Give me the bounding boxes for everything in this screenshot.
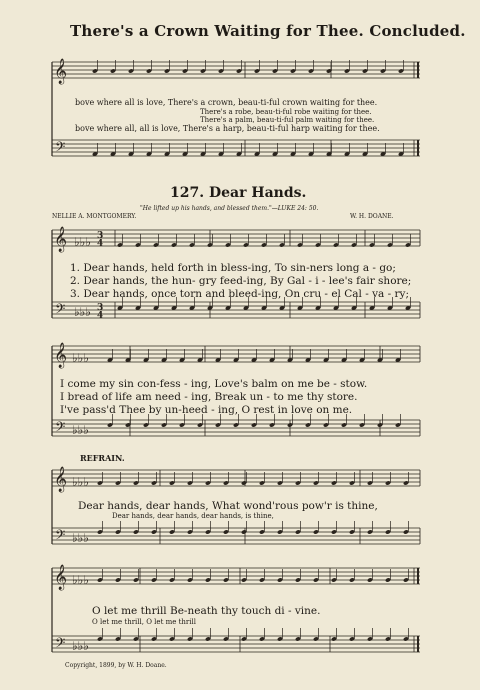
verse-line-2b: I bread of life am need - ing, Break un - to me thy store. xyxy=(60,391,358,403)
continued-hymn-title: There's a Crown Waiting for Thee. Concluded. xyxy=(70,22,466,40)
svg-text:𝄢: 𝄢 xyxy=(55,635,66,654)
svg-text:4: 4 xyxy=(97,311,104,321)
svg-text:𝄞: 𝄞 xyxy=(54,565,68,590)
verse-line-3b: I've pass'd Thee by un-heed - ing, O rest in love on me. xyxy=(60,404,353,416)
verse-line-1a: 1. Dear hands, held forth in bless-ing, To sin-ners long a - go; xyxy=(70,262,396,274)
hymn-title: 127. Dear Hands. xyxy=(170,185,307,201)
svg-text:4: 4 xyxy=(97,239,104,249)
svg-text:3: 3 xyxy=(97,303,104,313)
lyricist-name: NELLIE A. MONTGOMERY. xyxy=(52,213,137,220)
refrain-label: REFRAIN. xyxy=(80,453,125,463)
refrain-line-1-bass: Dear hands, dear hands, dear hands, is thine, xyxy=(112,512,274,520)
treble-clef-icon: 𝄞 xyxy=(54,59,68,84)
refrain-line-2: O let me thrill Be-neath thy touch di - vine. xyxy=(92,605,321,617)
verse-line-2a: 2. Dear hands, the hun- gry feed-ing, By Gal - i - lee's fair shore; xyxy=(70,275,412,287)
svg-text:𝄞: 𝄞 xyxy=(54,343,68,368)
svg-text:♭♭♭: ♭♭♭ xyxy=(74,235,91,249)
svg-text:3: 3 xyxy=(97,231,104,241)
note-heads xyxy=(92,60,411,642)
bass-clef-icon: 𝄢 xyxy=(55,139,66,158)
svg-text:♭♭♭: ♭♭♭ xyxy=(74,305,91,319)
svg-text:𝄢: 𝄢 xyxy=(55,301,66,320)
refrain-line-1: Dear hands, dear hands, What wond'rous pow'r is thine, xyxy=(78,500,378,512)
top-lyric-line-1: bove where all is love, There's a crown, beau-ti-ful crown waiting for thee. xyxy=(75,98,378,107)
svg-text:♭♭♭: ♭♭♭ xyxy=(72,475,89,489)
refrain-line-2-bass: O let me thrill, O let me thrill xyxy=(92,618,196,626)
scripture-reference: "He lifted up his hands, and blessed them."—LUKE 24: 50. xyxy=(140,205,319,212)
svg-text:𝄞: 𝄞 xyxy=(54,467,68,492)
svg-text:♭♭♭: ♭♭♭ xyxy=(72,351,89,365)
svg-text:♭♭♭: ♭♭♭ xyxy=(72,639,89,653)
svg-text:𝄢: 𝄢 xyxy=(55,419,66,438)
top-lyric-line-3: There's a palm, beau-ti-ful palm waiting for thee. xyxy=(200,116,375,124)
verse-line-1b: I come my sin con-fess - ing, Love's balm on me be - stow. xyxy=(60,378,368,390)
svg-text:𝄞: 𝄞 xyxy=(54,227,68,252)
svg-text:♭♭♭: ♭♭♭ xyxy=(72,531,89,545)
copyright-notice: Copyright, 1899, by W. H. Doane. xyxy=(65,662,167,669)
top-lyric-line-4: bove where all, all is love, There's a harp, beau-ti-ful harp waiting for thee. xyxy=(75,124,380,133)
svg-text:♭♭♭: ♭♭♭ xyxy=(72,573,89,587)
top-lyric-line-2: There's a robe, beau-ti-ful robe waiting for thee. xyxy=(200,108,372,116)
verse-line-3a: 3. Dear hands, once torn and bleed-ing, On cru - el Cal - va - ry; xyxy=(70,288,410,300)
svg-text:𝄢: 𝄢 xyxy=(55,527,66,546)
composer-name: W. H. DOANE. xyxy=(350,213,394,220)
svg-text:♭♭♭: ♭♭♭ xyxy=(72,423,89,437)
